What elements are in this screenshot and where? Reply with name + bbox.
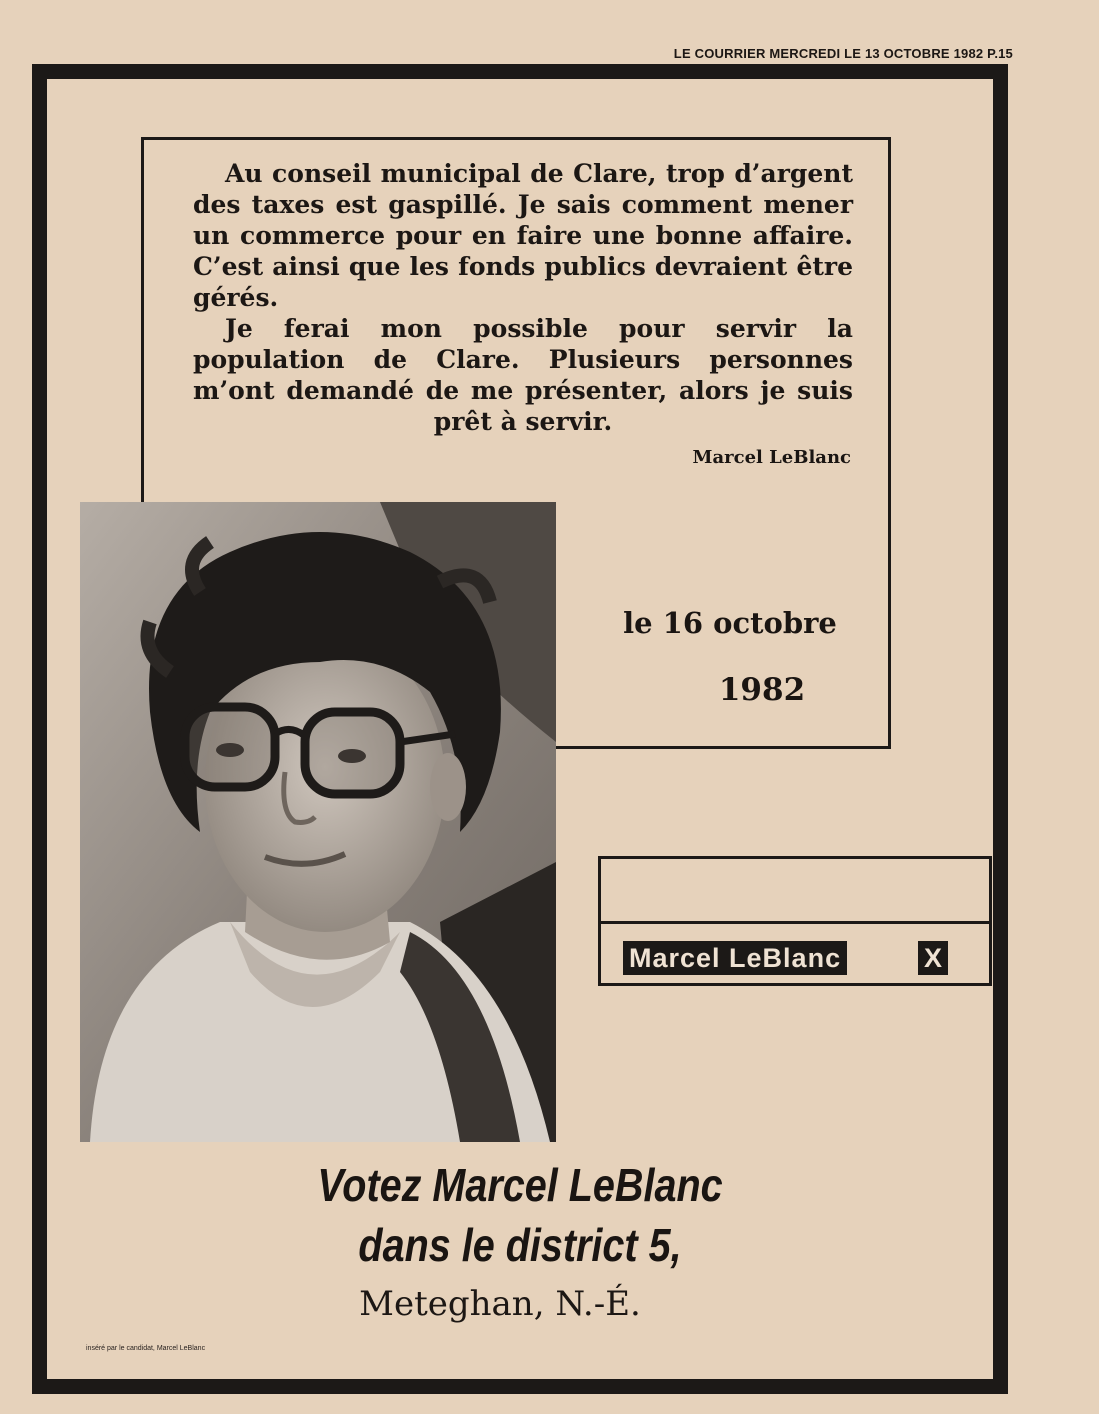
- ballot-divider: [601, 921, 989, 924]
- candidate-statement: [193, 158, 853, 437]
- insert-attribution: inséré par le candidat, Marcel LeBlanc: [86, 1345, 206, 1352]
- ballot-candidate-name: Marcel LeBlanc: [623, 941, 847, 975]
- election-year: 1982: [718, 672, 806, 708]
- slogan-line-2: dans le district 5,: [358, 1219, 682, 1271]
- election-date: le 16 octobre: [623, 606, 837, 640]
- slogan-line-1: Votez Marcel LeBlanc: [317, 1159, 723, 1211]
- statement-paragraph-1: Au conseil municipal de Clare, trop d’argent des taxes est gaspillé. Je sais comment mener un commerce pour en faire une bonne affaire. C’est ainsi que les fonds publics devraient être gérés.: [193, 159, 853, 312]
- sample-ballot: [598, 856, 992, 986]
- candidate-photo: [80, 502, 556, 1142]
- ballot-mark: X: [918, 941, 948, 975]
- statement-paragraph-2: Je ferai mon possible pour servir la population de Clare. Plusieurs personnes m’ont demandé de me présenter, alors je suis prêt à servir.: [193, 314, 853, 436]
- slogan-place: Meteghan, N.-É.: [359, 1284, 641, 1324]
- publication-header: LE COURRIER MERCREDI LE 13 OCTOBRE 1982 P.15: [673, 46, 1013, 61]
- statement-signature: Marcel LeBlanc: [692, 447, 851, 468]
